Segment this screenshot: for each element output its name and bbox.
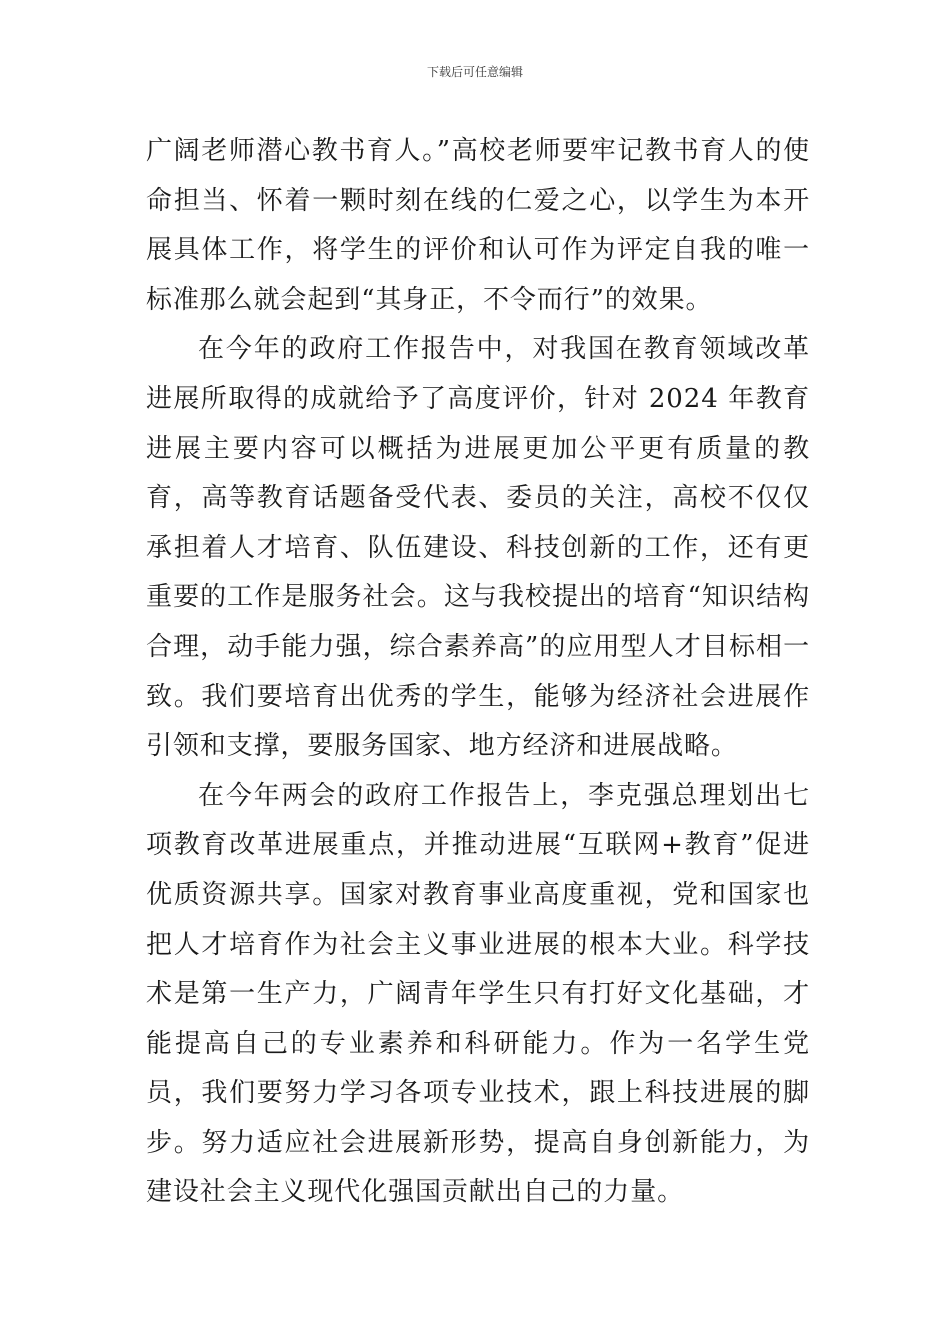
page-header: 下载后可任意编辑: [426, 65, 523, 79]
paragraph-3: 在今年两会的政府工作报告上，李克强总理划出七项教育改革进展重点，并推动进展“互联网+教育”促进优质资源共享。国家对教育事业高度重视，党和国家也把人才培育作为社会主义事业进展的根本大业。科学技术是第一生产力，广阔青年学生只有打好文化基础，才能提高自己的专业素养和科研能力。作为一名学生党员，我们要努力学习各项专业技术，跟上科技进展的脚步。努力适应社会进展新形势，提高自身创新能力，为建设社会主义现代化强国贡献出自己的力量。: [146, 780, 810, 1208]
paragraph-1: 广阔老师潜心教书育人。”高校老师要牢记教书育人的使命担当、怀着一颗时刻在线的仁爱之心，以学生为本开展具体工作，将学生的评价和认可作为评定自我的唯一标准那么就会起到“其身正，不令而行”的效果。: [146, 136, 810, 315]
document-body: [146, 127, 810, 1218]
paragraph-2: 在今年的政府工作报告中，对我国在教育领域改革进展所取得的成就给予了高度评价，针对 2024 年教育进展主要内容可以概括为进展更加公平更有质量的教育，高等教育话题备受代表、委员的关注，高校不仅仅承担着人才培育、队伍建设、科技创新的工作，还有更重要的工作是服务社会。这与我校提出的培育“知识结构合理，动手能力强，综合素养高”的应用型人才目标相一致。我们要培育出优秀的学生，能够为经济社会进展作引领和支撑，要服务国家、地方经济和进展战略。: [146, 334, 810, 762]
